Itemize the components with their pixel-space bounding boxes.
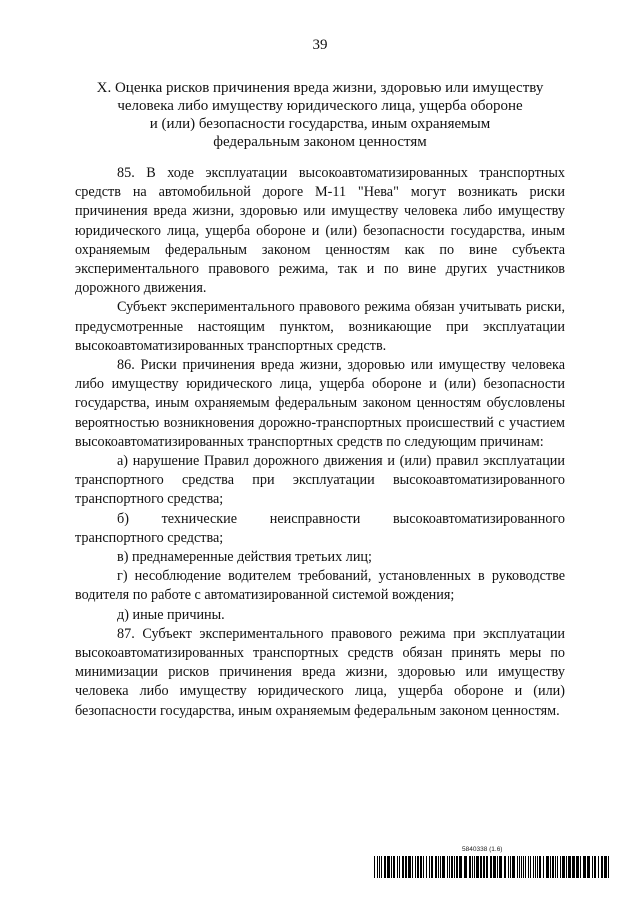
- barcode-bar: [598, 856, 599, 878]
- barcode-bar: [397, 856, 398, 878]
- barcode-bar: [377, 856, 378, 878]
- list-item-d: г) несоблюдение водителем требований, установленных в руководстве водителя по работе с автоматизированной системой вождения;: [75, 568, 565, 604]
- barcode-bar: [442, 856, 445, 878]
- barcode-bar: [483, 856, 485, 878]
- barcode-bar: [604, 856, 607, 878]
- barcode-bar: [391, 856, 392, 878]
- barcode-bar: [528, 856, 529, 878]
- barcode-bar: [537, 856, 538, 878]
- barcode-bar: [381, 856, 382, 878]
- barcode-bar: [587, 856, 590, 878]
- barcode-bar: [440, 856, 441, 878]
- barcode-bar: [523, 856, 524, 878]
- paragraph-85: 85. В ходе эксплуатации высокоавтоматизированных транспортных средств на автомобильной дороге М-11 "Нева" могут возникать риски причинения вреда жизни, здоровью или имуществу человека либо имуществу юридического лица, ущерба обороне и (или) безопасности государства, иным охраняемым федеральным законом ценностям как по вине субъекта экспериментального правового режима, так и по вине других участников дорожного движения.: [75, 165, 565, 297]
- barcode-bar: [583, 856, 586, 878]
- barcode-bar: [449, 856, 450, 878]
- barcode-bar: [408, 856, 411, 878]
- barcode-bar: [497, 856, 498, 878]
- barcode-bar: [454, 856, 455, 878]
- list-item-c: в) преднамеренные действия третьих лиц;: [117, 549, 372, 566]
- heading-line: и (или) безопасности государства, иным охраняемым: [149, 116, 491, 132]
- paragraph-87: 87. Субъект экспериментального правового режима при эксплуатации высокоавтоматизированных транспортных средств обязан принять меры по минимизации рисков причинения вреда жизни, здоровью или имуществу человека либо имуществу юридического лица, ущерба обороне и (или) безопасности государства, иным охраняемым федеральным законом ценностям.: [75, 625, 565, 719]
- barcode-bar: [486, 856, 488, 878]
- barcode-bar: [438, 856, 439, 878]
- barcode-bar: [451, 856, 453, 878]
- paragraph-85-obligation: Субъект экспериментального правового режима обязан учитывать риски, предусмотренные настоящим пунктом, возникающие при эксплуатации высокоавтоматизированных транспортных средств.: [75, 299, 565, 354]
- barcode-bar: [576, 856, 579, 878]
- barcode-bar: [530, 856, 531, 878]
- barcode-bar: [533, 856, 534, 878]
- barcode-bar: [568, 856, 571, 878]
- barcode-bar: [423, 856, 424, 878]
- list-item-a: а) нарушение Правил дорожного движения и (или) правил эксплуатации транспортного средства при эксплуатации высокоавтоматизированного транспортного средства;: [75, 453, 565, 508]
- barcode-bar: [447, 856, 448, 878]
- barcode-bar: [493, 856, 496, 878]
- barcode-bar: [546, 856, 549, 878]
- barcode-bar: [379, 856, 380, 878]
- barcode-image: [374, 856, 610, 878]
- list-item-b: б) технические неисправности высокоавтоматизированного транспортного средства;: [75, 510, 565, 546]
- paragraph-86: 86. Риски причинения вреда жизни, здоровью или имуществу человека либо имуществу юридического лица, ущерба обороне и (или) безопасности государства, иным охраняемым федеральным законом ценностям обусловлены вероятностью возникновения дорожно-транспортных происшествий с участием высокоавтоматизированных транспортных средств по следующим причинам:: [75, 357, 565, 450]
- barcode-bar: [560, 856, 561, 878]
- barcode-bar: [552, 856, 554, 878]
- barcode-bar: [415, 856, 416, 878]
- barcode-bar: [456, 856, 458, 878]
- barcode-bar: [474, 856, 475, 878]
- barcode-bar: [393, 856, 395, 878]
- barcode-bar: [566, 856, 567, 878]
- barcode-bar: [429, 856, 430, 878]
- barcode-bar: [580, 856, 581, 878]
- barcode-bar: [550, 856, 551, 878]
- list-item-e: д) иные причины.: [117, 606, 225, 623]
- barcode-bar: [608, 856, 609, 878]
- barcode-bar: [594, 856, 596, 878]
- barcode-bar: [374, 856, 375, 878]
- barcode-bar: [525, 856, 526, 878]
- barcode-bar: [459, 856, 462, 878]
- barcode-bar: [490, 856, 492, 878]
- barcode-bar: [417, 856, 419, 878]
- barcode-bar: [519, 856, 520, 878]
- barcode-bar: [399, 856, 400, 878]
- barcode-bar: [572, 856, 575, 878]
- barcode-bar: [557, 856, 558, 878]
- barcode-bar: [431, 856, 433, 878]
- heading-line: федеральным законом ценностям: [213, 134, 427, 150]
- heading-line: X. Оценка рисков причинения вреда жизни, здоровью или имуществу: [96, 80, 544, 96]
- barcode-bar: [521, 856, 522, 878]
- barcode-bar: [555, 856, 556, 878]
- barcode-bar: [472, 856, 473, 878]
- barcode-bar: [405, 856, 407, 878]
- barcode-bar: [420, 856, 422, 878]
- barcode-bar: [469, 856, 471, 878]
- barcode-bar: [512, 856, 515, 878]
- barcode-bar: [480, 856, 482, 878]
- barcode-bar: [592, 856, 593, 878]
- barcode-bar: [562, 856, 565, 878]
- barcode-bar: [539, 856, 541, 878]
- barcode-bar: [601, 856, 603, 878]
- barcode-bar: [464, 856, 467, 878]
- barcode-bar: [384, 856, 386, 878]
- barcode-bar: [499, 856, 502, 878]
- barcode-bar: [543, 856, 544, 878]
- barcode-bar: [510, 856, 511, 878]
- barcode-bar: [508, 856, 509, 878]
- barcode-bar: [517, 856, 518, 878]
- document-code: 5840338 (1.6): [462, 846, 503, 853]
- barcode-bar: [504, 856, 506, 878]
- barcode-bar: [476, 856, 479, 878]
- page-number: 39: [312, 37, 328, 53]
- barcode-bar: [387, 856, 390, 878]
- barcode-bar: [535, 856, 536, 878]
- barcode-bar: [412, 856, 413, 878]
- barcode-bar: [426, 856, 427, 878]
- document-body: [75, 164, 565, 721]
- barcode-bar: [435, 856, 437, 878]
- barcode-bar: [402, 856, 404, 878]
- section-heading: [80, 79, 560, 151]
- heading-line: человека либо имуществу юридического лица, ущерба обороне: [117, 98, 523, 114]
